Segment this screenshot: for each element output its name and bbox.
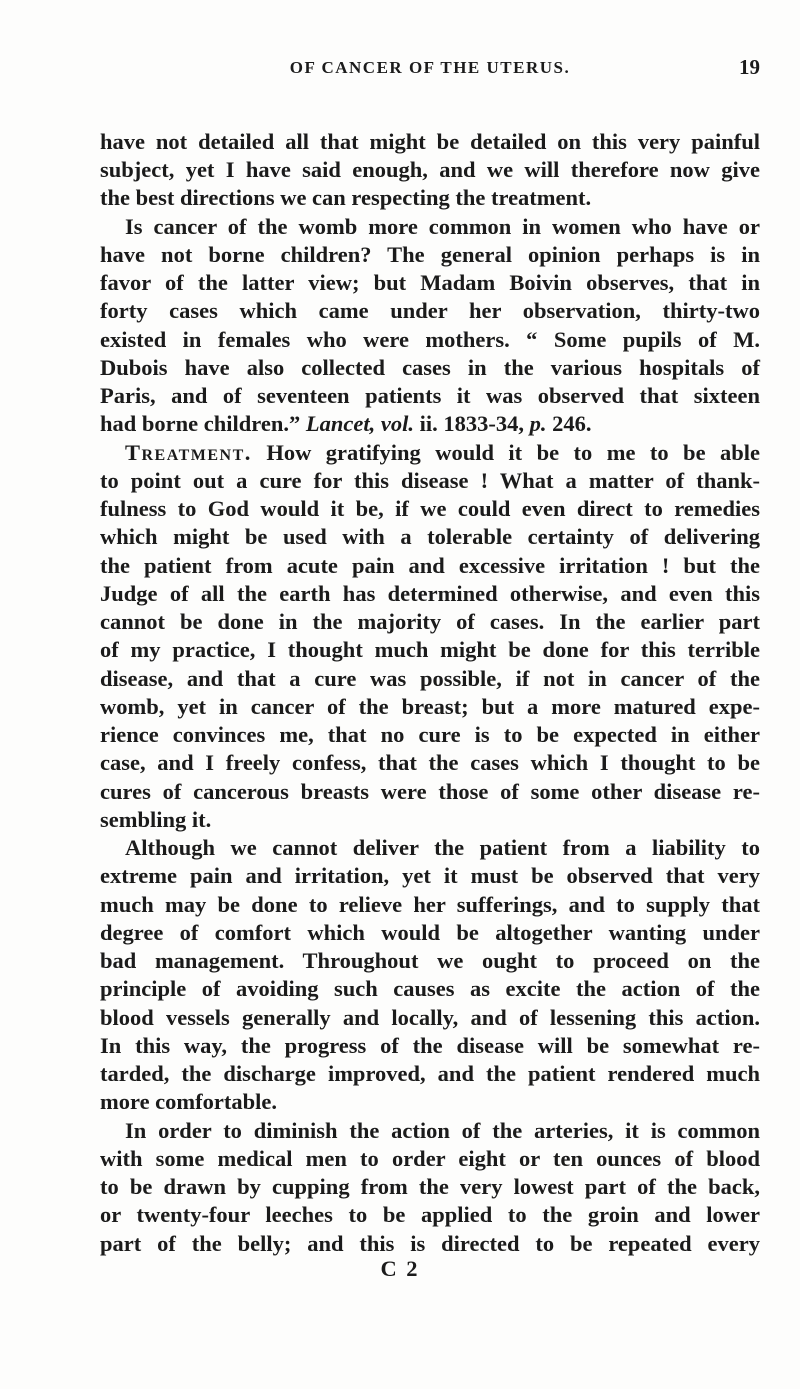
section-heading: Treatment.	[125, 440, 252, 465]
citation-page-label: p.	[529, 411, 547, 436]
treatment-line	[125, 439, 760, 467]
text-line: which might be used with a tolerable certainty of delivering	[100, 524, 760, 549]
text-line: to be drawn by cupping from the very lowest part of the back,	[100, 1174, 760, 1199]
text-line: In order to diminish the action of the arteries, it is common	[125, 1118, 760, 1143]
text-line: womb, yet in cancer of the breast; but a more matured expe-	[100, 694, 760, 719]
text-line: subject, yet I have said enough, and we will therefore now give	[100, 157, 760, 182]
text-line: more comfortable.	[100, 1089, 278, 1114]
quote-end: had borne children.”	[100, 411, 301, 436]
text-line: bad management. Throughout we ought to proceed on the	[100, 948, 760, 973]
text-line: forty cases which came under her observation, thirty-two	[100, 298, 760, 323]
text-line: the patient from acute pain and excessive irritation ! but the	[100, 553, 760, 578]
text-line: the best directions we can respecting the treatment.	[100, 185, 592, 210]
text-line: much may be done to relieve her sufferings, and to supply that	[100, 892, 760, 917]
text-line: part of the belly; and this is directed to be repeated every	[100, 1231, 760, 1256]
text-line: case, and I freely confess, that the cases which I thought to be	[100, 750, 760, 775]
text-line: with some medical men to order eight or ten ounces of blood	[100, 1146, 760, 1171]
citation-journal: Lancet,	[305, 411, 376, 436]
signature-mark: C 2	[380, 1256, 420, 1281]
running-title: OF CANCER OF THE UTERUS.	[289, 58, 571, 77]
text-line: existed in females who were mothers. “ Some pupils of M.	[100, 327, 760, 352]
text-line: cannot be done in the majority of cases. In the earlier part	[100, 609, 760, 634]
text-line: fulness to God would it be, if we could even direct to remedies	[100, 496, 760, 521]
page-number: 19	[739, 55, 760, 79]
text-line: Judge of all the earth has determined otherwise, and even this	[100, 581, 760, 606]
text-line: blood vessels generally and locally, and of lessening this action.	[100, 1005, 760, 1030]
text-line: cures of cancerous breasts were those of some other disease re-	[100, 779, 760, 804]
text-line: Dubois have also collected cases in the various hospitals of	[100, 355, 760, 380]
citation-line	[100, 410, 591, 438]
citation-vol-label: vol.	[380, 411, 414, 436]
text-line: In this way, the progress of the disease will be somewhat re-	[100, 1033, 760, 1058]
text-line: tarded, the discharge improved, and the patient rendered much	[100, 1061, 760, 1086]
text-line: rience convinces me, that no cure is to be expected in either	[100, 722, 760, 747]
text-line: degree of comfort which would be altogether wanting under	[100, 920, 760, 945]
citation-page-value: 246.	[552, 411, 592, 436]
text-line: Is cancer of the womb more common in women who have or	[125, 214, 760, 239]
text-line: principle of avoiding such causes as excite the action of the	[100, 976, 760, 1001]
text-line: Paris, and of seventeen patients it was observed that sixteen	[100, 383, 760, 408]
text-line: favor of the latter view; but Madam Boivin observes, that in	[100, 270, 760, 295]
treatment-text: How gratifying would it be to me to be able	[266, 440, 760, 465]
text-line: to point out a cure for this disease ! What a matter of thank-	[100, 468, 760, 493]
running-head	[100, 55, 760, 88]
text-line: or twenty-four leeches to be applied to the groin and lower	[100, 1202, 760, 1227]
text-line: extreme pain and irritation, yet it must be observed that very	[100, 863, 760, 888]
text-line: have not borne children? The general opinion perhaps is in	[100, 242, 760, 267]
text-line: disease, and that a cure was possible, if not in cancer of the	[100, 666, 760, 691]
text-line: sembling it.	[100, 807, 212, 832]
text-line: Although we cannot deliver the patient from a liability to	[125, 835, 760, 860]
text-line: have not detailed all that might be detailed on this very painful	[100, 129, 760, 154]
text-line: of my practice, I thought much might be done for this terrible	[100, 637, 760, 662]
citation-vol-text: ii. 1833-34,	[419, 411, 524, 436]
